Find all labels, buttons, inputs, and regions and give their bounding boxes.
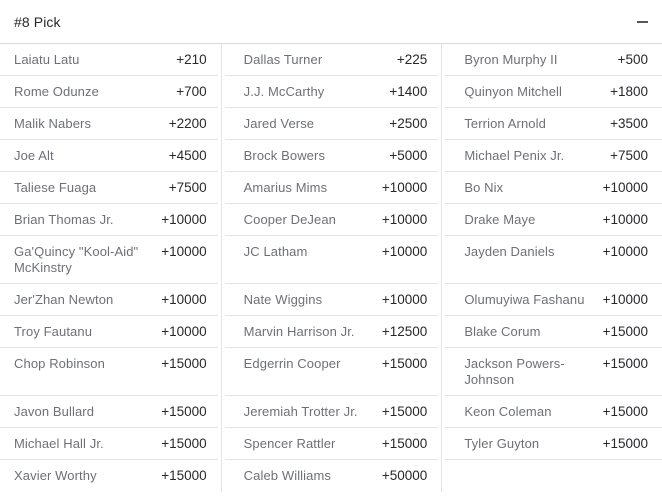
odds-cell[interactable] (0, 316, 221, 348)
odds-cell[interactable] (221, 44, 442, 76)
odds-value: +5000 (389, 148, 428, 163)
player-name: Ga'Quincy "Kool-Aid" McKinstry (14, 244, 139, 275)
odds-value: +10000 (602, 292, 648, 307)
odds-value: +4500 (168, 148, 207, 163)
odds-cell[interactable] (0, 44, 221, 76)
odds-value: +1800 (610, 84, 648, 99)
player-name: Amarius Mims (243, 180, 328, 195)
player-name: Spencer Rattler (243, 436, 336, 451)
player-name: Drake Maye (464, 212, 536, 227)
market-title: #8 Pick (14, 13, 61, 30)
odds-value: +15000 (602, 404, 648, 419)
odds-cell[interactable] (221, 236, 442, 284)
player-name: Laiatu Latu (14, 52, 80, 67)
odds-cell[interactable] (221, 108, 442, 140)
odds-value: +10000 (602, 180, 648, 195)
odds-cell[interactable] (441, 44, 662, 76)
odds-value: +2200 (168, 116, 207, 131)
odds-value: +10000 (602, 212, 648, 227)
odds-cell[interactable] (441, 140, 662, 172)
odds-cell-empty (441, 460, 662, 492)
player-name: Brian Thomas Jr. (14, 212, 114, 227)
odds-value: +2500 (389, 116, 428, 131)
odds-value: +500 (617, 52, 648, 67)
odds-value: +10000 (161, 292, 207, 307)
odds-value: +225 (396, 52, 428, 67)
collapse-button[interactable] (630, 10, 654, 34)
odds-cell[interactable] (441, 172, 662, 204)
odds-cell[interactable] (221, 428, 442, 460)
odds-cell[interactable] (0, 204, 221, 236)
odds-value: +15000 (381, 436, 428, 451)
player-name: Javon Bullard (14, 404, 95, 419)
odds-value: +15000 (602, 356, 648, 371)
odds-cell[interactable] (221, 396, 442, 428)
player-name: Brock Bowers (243, 148, 326, 163)
odds-cell[interactable] (0, 140, 221, 172)
player-name: Jer'Zhan Newton (14, 292, 114, 307)
player-name: Taliese Fuaga (14, 180, 97, 195)
player-name: Joe Alt (14, 148, 54, 163)
odds-value: +700 (176, 84, 207, 99)
minus-icon (637, 21, 648, 23)
player-name: Jackson Powers-Johnson (464, 356, 565, 387)
odds-value: +15000 (602, 324, 648, 339)
player-name: Terrion Arnold (464, 116, 546, 131)
player-name: Jeremiah Trotter Jr. (243, 404, 358, 419)
player-name: J.J. McCarthy (243, 84, 325, 99)
odds-value: +3500 (610, 116, 648, 131)
odds-cell[interactable] (0, 428, 221, 460)
odds-cell[interactable] (0, 172, 221, 204)
odds-value: +10000 (381, 292, 428, 307)
player-name: Dallas Turner (243, 52, 323, 67)
player-name: Keon Coleman (464, 404, 552, 419)
player-name: Cooper DeJean (243, 212, 337, 227)
player-name: Malik Nabers (14, 116, 92, 131)
odds-cell[interactable] (221, 284, 442, 316)
player-name: Quinyon Mitchell (464, 84, 563, 99)
player-name: Edgerrin Cooper (243, 356, 341, 371)
odds-cell[interactable] (221, 204, 442, 236)
player-name: Xavier Worthy (14, 468, 97, 483)
odds-value: +12500 (381, 324, 428, 339)
odds-cell[interactable] (441, 76, 662, 108)
odds-cell[interactable] (221, 460, 442, 492)
odds-value: +10000 (381, 180, 428, 195)
player-name: Blake Corum (464, 324, 541, 339)
odds-cell[interactable] (221, 76, 442, 108)
player-name: Michael Hall Jr. (14, 436, 104, 451)
odds-grid (0, 44, 662, 492)
odds-value: +7500 (610, 148, 648, 163)
player-name: Nate Wiggins (243, 292, 323, 307)
odds-value: +15000 (381, 404, 428, 419)
odds-cell[interactable] (0, 284, 221, 316)
odds-value: +15000 (161, 404, 207, 419)
odds-cell[interactable] (441, 284, 662, 316)
player-name: Chop Robinson (14, 356, 105, 371)
player-name: Rome Odunze (14, 84, 99, 99)
odds-value: +15000 (602, 436, 648, 451)
player-name: Marvin Harrison Jr. (243, 324, 355, 339)
odds-cell[interactable] (441, 108, 662, 140)
odds-cell[interactable] (441, 428, 662, 460)
odds-value: +210 (176, 52, 207, 67)
odds-cell[interactable] (441, 204, 662, 236)
odds-value: +15000 (161, 468, 207, 483)
player-name: Jayden Daniels (464, 244, 555, 259)
player-name: Byron Murphy II (464, 52, 558, 67)
odds-cell[interactable] (0, 348, 221, 396)
odds-cell[interactable] (441, 396, 662, 428)
odds-value: +10000 (381, 212, 428, 227)
market-header[interactable] (0, 0, 662, 44)
odds-value: +10000 (602, 244, 648, 259)
odds-cell[interactable] (0, 460, 221, 492)
player-name: Jared Verse (243, 116, 315, 131)
odds-value: +15000 (161, 436, 207, 451)
odds-cell[interactable] (221, 348, 442, 396)
odds-value: +50000 (381, 468, 428, 483)
odds-cell[interactable] (0, 396, 221, 428)
odds-cell[interactable] (441, 348, 662, 396)
odds-cell[interactable] (441, 316, 662, 348)
odds-value: +10000 (161, 324, 207, 339)
odds-value: +15000 (161, 356, 207, 371)
odds-cell[interactable] (0, 108, 221, 140)
odds-value: +1400 (389, 84, 428, 99)
player-name: Michael Penix Jr. (464, 148, 565, 163)
odds-cell[interactable] (0, 76, 221, 108)
odds-value: +15000 (381, 356, 428, 371)
player-name: JC Latham (243, 244, 308, 259)
player-name: Olumuyiwa Fashanu (464, 292, 585, 307)
odds-value: +10000 (161, 212, 207, 227)
player-name: Troy Fautanu (14, 324, 93, 339)
odds-value: +7500 (168, 180, 207, 195)
odds-cell[interactable] (221, 172, 442, 204)
odds-value: +10000 (161, 244, 207, 259)
odds-value: +10000 (381, 244, 428, 259)
player-name: Tyler Guyton (464, 436, 540, 451)
odds-cell[interactable] (441, 236, 662, 284)
player-name: Caleb Williams (243, 468, 332, 483)
odds-cell[interactable] (221, 140, 442, 172)
player-name: Bo Nix (464, 180, 504, 195)
odds-cell[interactable] (221, 316, 442, 348)
odds-cell[interactable] (0, 236, 221, 284)
